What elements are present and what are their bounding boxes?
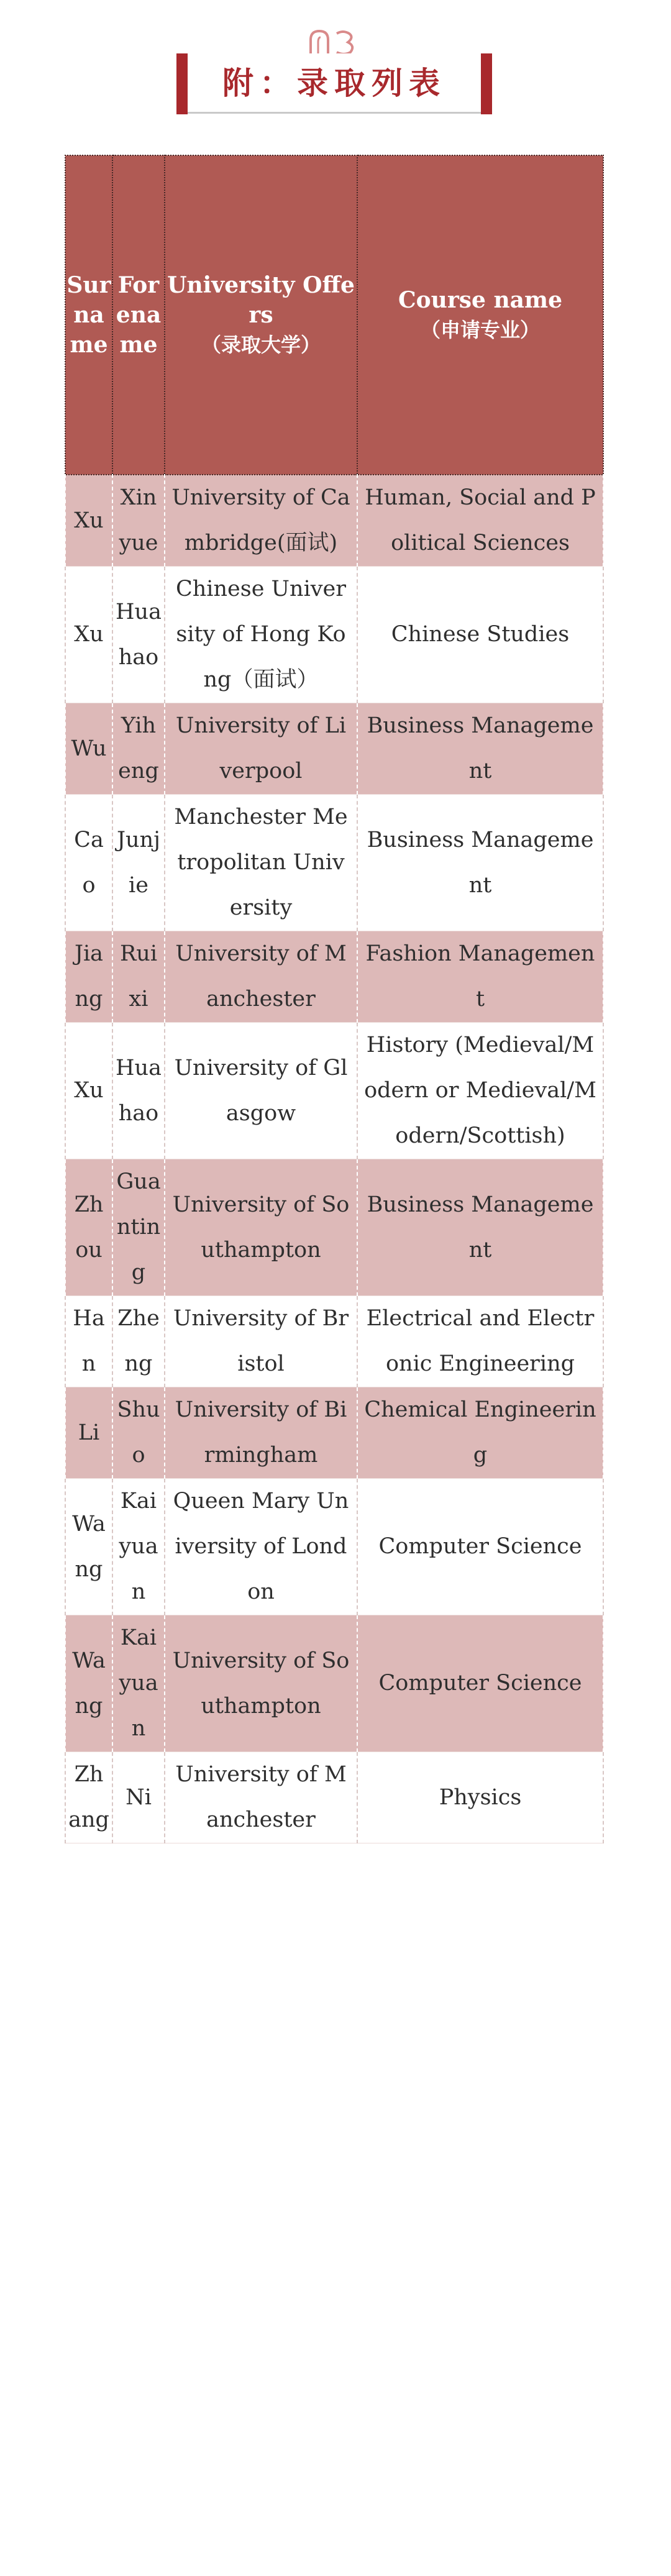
surname-cell: Wu [65, 703, 112, 795]
surname-cell: Li [65, 1387, 112, 1479]
page-title: 附：录取列表 [222, 65, 446, 101]
university-cell: Chinese University of Hong Kong（面试） [165, 567, 357, 703]
forename-cell: Guanting [112, 1159, 165, 1296]
course-cell: Business Management [357, 795, 603, 931]
course-cell: Fashion Management [357, 931, 603, 1023]
forename-cell: Shuo [112, 1387, 165, 1479]
forename-cell: Huahao [112, 567, 165, 703]
title-bar-left [176, 53, 188, 114]
table-row [65, 475, 603, 567]
course-cell: Chemical Engineering [357, 1387, 603, 1479]
course-cell: History (Medieval/Modern or Medieval/Modern/Scottish) [357, 1023, 603, 1159]
university-cell: University of Manchester [165, 931, 357, 1023]
page-header [176, 29, 492, 114]
surname-cell: Jiang [65, 931, 112, 1023]
forename-cell: Ni [112, 1752, 165, 1843]
column-header-course: Course name （申请专业） [357, 155, 603, 475]
university-cell: Queen Mary University of London [165, 1479, 357, 1615]
table-row [65, 1159, 603, 1296]
title-bar-right [481, 53, 492, 114]
surname-cell: Xu [65, 1023, 112, 1159]
forename-cell: Junjie [112, 795, 165, 931]
course-cell: Electrical and Electronic Engineering [357, 1296, 603, 1387]
table-row [65, 1615, 603, 1752]
column-header-university-zh: （录取大学） [201, 333, 321, 357]
surname-cell: Zhang [65, 1752, 112, 1843]
university-cell: Manchester Metropolitan University [165, 795, 357, 931]
forename-cell: Kaiyuan [112, 1479, 165, 1615]
column-header-surname: Surname [65, 155, 112, 475]
university-cell: University of Liverpool [165, 703, 357, 795]
university-cell: University of Southampton [165, 1615, 357, 1752]
course-cell: Business Management [357, 1159, 603, 1296]
column-header-university: University Offers （录取大学） [165, 155, 357, 475]
table-header [65, 155, 603, 475]
section-number-ornament-icon [306, 29, 362, 56]
university-cell: University of Birmingham [165, 1387, 357, 1479]
column-header-course-zh: （申请专业） [420, 318, 540, 342]
forename-cell: Zheng [112, 1296, 165, 1387]
surname-cell: Wang [65, 1615, 112, 1752]
forename-cell: Ruixi [112, 931, 165, 1023]
forename-cell: Yiheng [112, 703, 165, 795]
surname-cell: Wang [65, 1479, 112, 1615]
surname-cell: Zhou [65, 1159, 112, 1296]
table-row [65, 931, 603, 1023]
column-header-forename: Forename [112, 155, 165, 475]
surname-cell: Xu [65, 475, 112, 567]
admission-table [65, 155, 604, 1843]
course-cell: Chinese Studies [357, 567, 603, 703]
course-cell: Human, Social and Political Sciences [357, 475, 603, 567]
table-row [65, 567, 603, 703]
surname-cell: Xu [65, 567, 112, 703]
table-row [65, 1479, 603, 1615]
university-cell: University of Southampton [165, 1159, 357, 1296]
university-cell: University of Glasgow [165, 1023, 357, 1159]
table-row [65, 1752, 603, 1843]
course-cell: Physics [357, 1752, 603, 1843]
forename-cell: Kaiyuan [112, 1615, 165, 1752]
table-body [65, 475, 603, 1843]
university-cell: University of Bristol [165, 1296, 357, 1387]
course-cell: Computer Science [357, 1479, 603, 1615]
table-row [65, 795, 603, 931]
course-cell: Business Management [357, 703, 603, 795]
university-cell: University of Manchester [165, 1752, 357, 1843]
surname-cell: Cao [65, 795, 112, 931]
table-row [65, 1023, 603, 1159]
table-row [65, 1296, 603, 1387]
surname-cell: Han [65, 1296, 112, 1387]
table-row [65, 703, 603, 795]
course-cell: Computer Science [357, 1615, 603, 1752]
table-row [65, 1387, 603, 1479]
university-cell: University of Cambridge(面试) [165, 475, 357, 567]
forename-cell: Xinyue [112, 475, 165, 567]
forename-cell: Huahao [112, 1023, 165, 1159]
